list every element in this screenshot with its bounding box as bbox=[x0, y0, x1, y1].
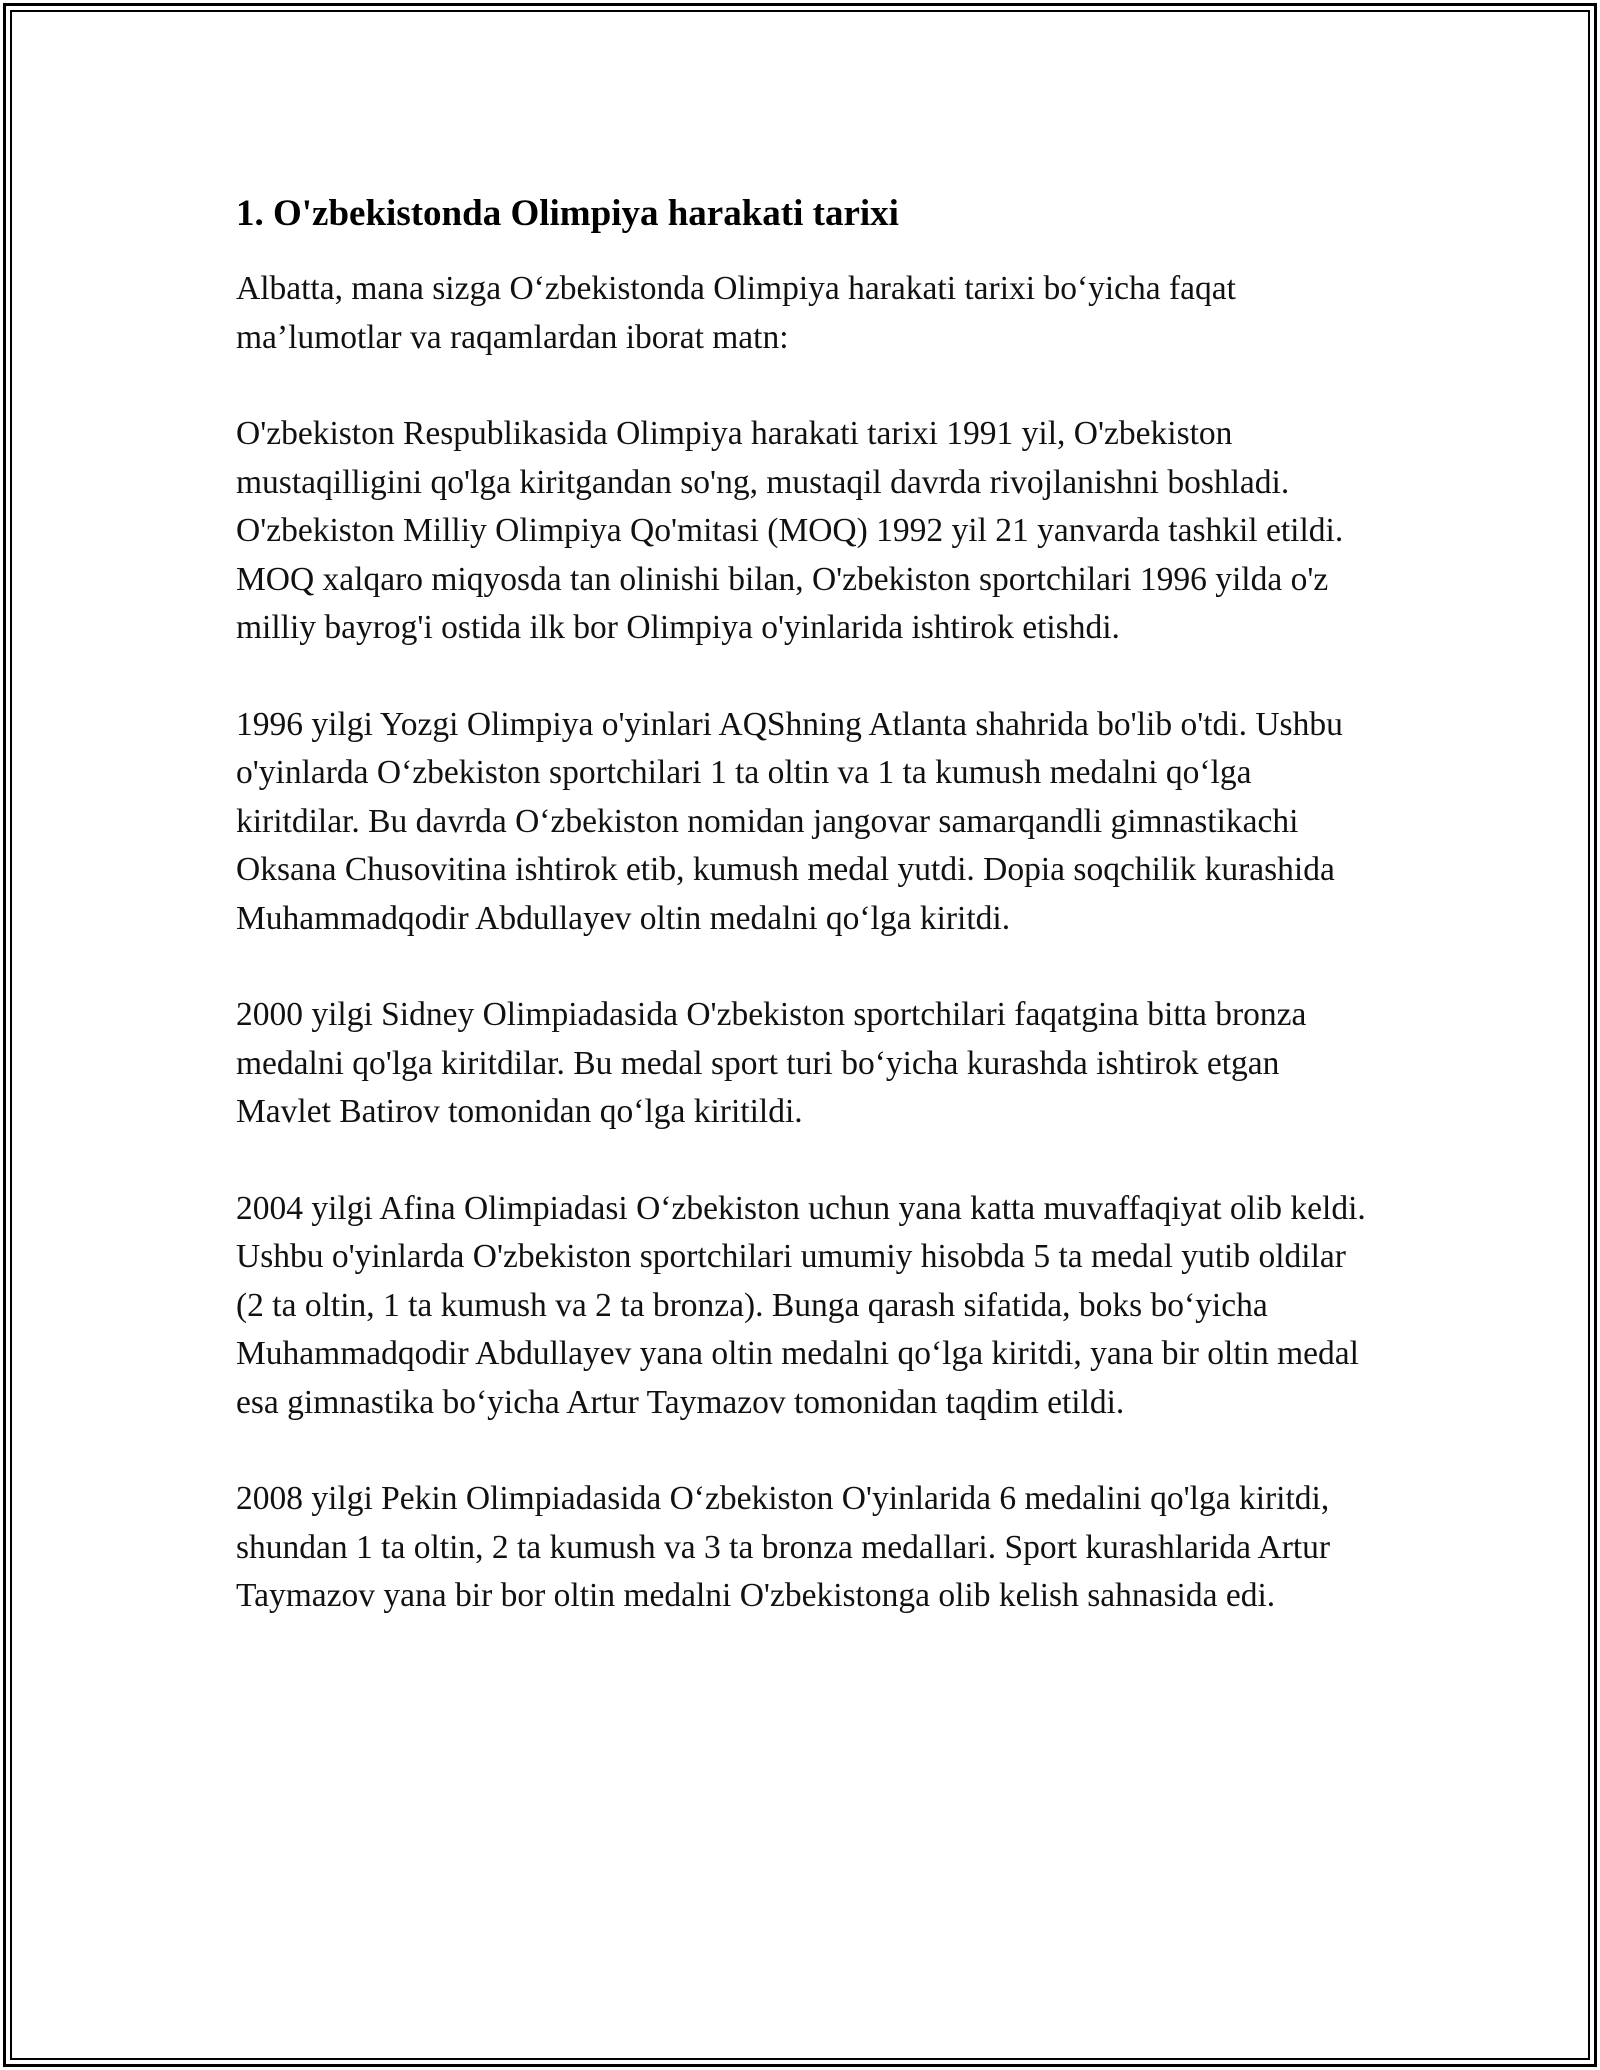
document-body bbox=[236, 185, 1366, 1669]
paragraph-intro: Albatta, mana sizga O‘zbekistonda Olimpiya harakati tarixi bo‘yicha faqat ma’lumotlar va raqamlardan iborat matn: bbox=[236, 270, 1236, 356]
paragraph-sydney-2000: 2000 yilgi Sidney Olimpiadasida O'zbekiston sportchilari faqatgina bitta bronza medalni qo'lga kiritdilar. Bu medal sport turi bo‘yicha kurashda ishtirok etgan Mavlet Batirov tomonidan qo‘lga kiritildi. bbox=[236, 996, 1307, 1130]
paragraph-athens-2004: 2004 yilgi Afina Olimpiadasi O‘zbekiston uchun yana katta muvaffaqiyat olib keldi. Ushbu o'yinlarda O'zbekiston sportchilari umumiy hisobda 5 ta medal yutib oldilar (2 ta oltin, 1 ta kumush va 2 ta bronza). Bunga qarash sifatida, boks bo‘yicha Muhammadqodir Abdullayev yana oltin medalni qo‘lga kiritdi, yana bir oltin medal esa gimnastika bo‘yicha Artur Taymazov tomonidan taqdim etildi. bbox=[236, 1189, 1366, 1421]
paragraph-history-1991: O'zbekiston Respublikasida Olimpiya harakati tarixi 1991 yil, O'zbekiston mustaqilligini qo'lga kiritgandan so'ng, mustaqil davrda rivojlanishni boshladi. O'zbekiston Milliy Olimpiya Qo'mitasi (MOQ) 1992 yil 21 yanvarda tashkil etildi. MOQ xalqaro miqyosda tan olinishi bilan, O'zbekiston sportchilari 1996 yilda o'z milliy bayrog'i ostida ilk bor Olimpiya o'yinlarida ishtirok etishdi. bbox=[236, 415, 1344, 646]
paragraph-atlanta-1996: 1996 yilgi Yozgi Olimpiya o'yinlari AQShning Atlanta shahrida bo'lib o'tdi. Ushbu o'yinlarda O‘zbekiston sportchilari 1 ta oltin va 1 ta kumush medalni qo‘lga kiritdilar. Bu davrda O‘zbekiston nomidan jangovar samarqandli gimnastikachi Oksana Chusovitina ishtirok etib, kumush medal yutdi. Dopia soqchilik kurashida Muhammadqodir Abdullayev oltin medalni qo‘lga kiritdi. bbox=[236, 705, 1343, 937]
paragraph-beijing-2008: 2008 yilgi Pekin Olimpiadasida O‘zbekiston O'yinlarida 6 medalini qo'lga kiritdi, shundan 1 ta oltin, 2 ta kumush va 3 ta bronza medallari. Sport kurashlarida Artur Taymazov yana bir bor oltin medalni O'zbekistonga olib kelish sahnasida edi. bbox=[236, 1480, 1331, 1614]
section-heading: 1. O'zbekistonda Olimpiya harakati tarixi bbox=[236, 193, 899, 234]
